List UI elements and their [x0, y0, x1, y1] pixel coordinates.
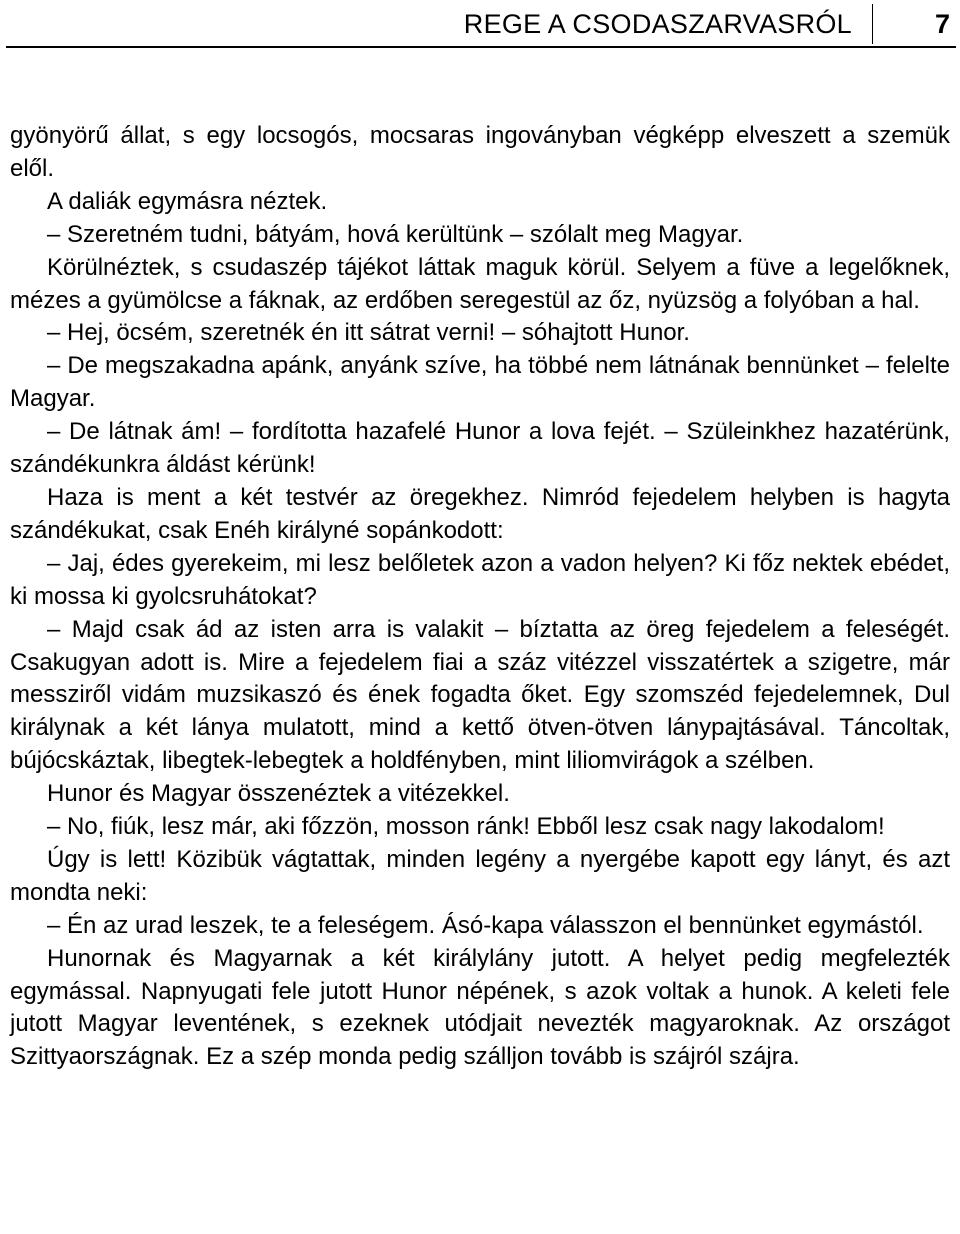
- paragraph: – Jaj, édes gyerekeim, mi lesz belőletek azon a vadon helyen? Ki főz nektek ebédet, ki mossa ki gyolcsruhátokat?: [10, 549, 950, 610]
- header-divider: [872, 4, 873, 44]
- paragraph: – De megszakadna apánk, anyánk szíve, ha többé nem látnának bennünket – felelte Magyar.: [10, 352, 950, 413]
- body-text: [10, 120, 950, 1074]
- paragraph: gyönyörű állat, s egy locsogós, mocsaras ingoványban végképp elveszett a szemük elől.: [10, 122, 950, 182]
- paragraph: Hunornak és Magyarnak a két királylány jutott. A helyet pedig megfelezték egymással. Napnyugati fele jutott Hunor népének, s azok voltak a hunok. A keleti fele jutott Magyar leventének, s ezeknek utódjait nevezték magyaroknak. Az országot Szittyaországnak. Ez a szép monda pedig szálljon tovább is szájról szájra.: [10, 944, 950, 1071]
- paragraph: – No, fiúk, lesz már, aki főzzön, mosson ránk! Ebből lesz csak nagy lakodalom!: [47, 813, 885, 841]
- running-title: REGE A CSODASZARVASRÓL: [463, 9, 852, 39]
- paragraph: – De látnak ám! – fordította hazafelé Hunor a lova fejét. – Szüleinkhez hazatérünk, szándékunkra áldást kérünk!: [10, 418, 950, 479]
- paragraph: Körülnéztek, s csudaszép tájékot láttak maguk körül. Selyem a füve a legelőknek, mézes a gyümölcse a fáknak, az erdőben seregestül az őz, nyüzsög a folyóban a hal.: [10, 253, 950, 314]
- paragraph: Úgy is lett! Közibük vágtattak, minden legény a nyergébe kapott egy lányt, és azt mondta neki:: [10, 845, 950, 906]
- paragraph: Hunor és Magyar összenéztek a vitézekkel.: [47, 780, 510, 808]
- running-header: [6, 0, 956, 48]
- paragraph: – Majd csak ád az isten arra is valakit – bíztatta az öreg fejedelem a feleségét. Csakugyan adott is. Mire a fejedelem fiai a száz vitézzel visszatértek a szigetre, már messziről vidám muzsikaszó és ének fogadta őket. Egy szomszéd fejedelemnek, Dul királynak a két lánya mulatott, mind a kettő ötven-ötven lánypajtásával. Táncoltak, bújócskáztak, libegtek-lebegtek a holdfényben, mint liliomvirágok a szélben.: [10, 615, 950, 775]
- paragraph: A daliák egymásra néztek.: [47, 187, 328, 215]
- page-number: 7: [934, 9, 950, 39]
- paragraph: – Szeretném tudni, bátyám, hová kerültünk – szólalt meg Magyar.: [47, 220, 744, 248]
- paragraph: Haza is ment a két testvér az öregekhez. Nimród fejedelem helyben is hagyta szándékukat, csak Enéh királyné sopánkodott:: [10, 483, 950, 544]
- paragraph: – Én az urad leszek, te a feleségem. Ásó-kapa válasszon el bennünket egymástól.: [47, 911, 924, 939]
- paragraph: – Hej, öcsém, szeretnék én itt sátrat verni! – sóhajtott Hunor.: [47, 319, 690, 347]
